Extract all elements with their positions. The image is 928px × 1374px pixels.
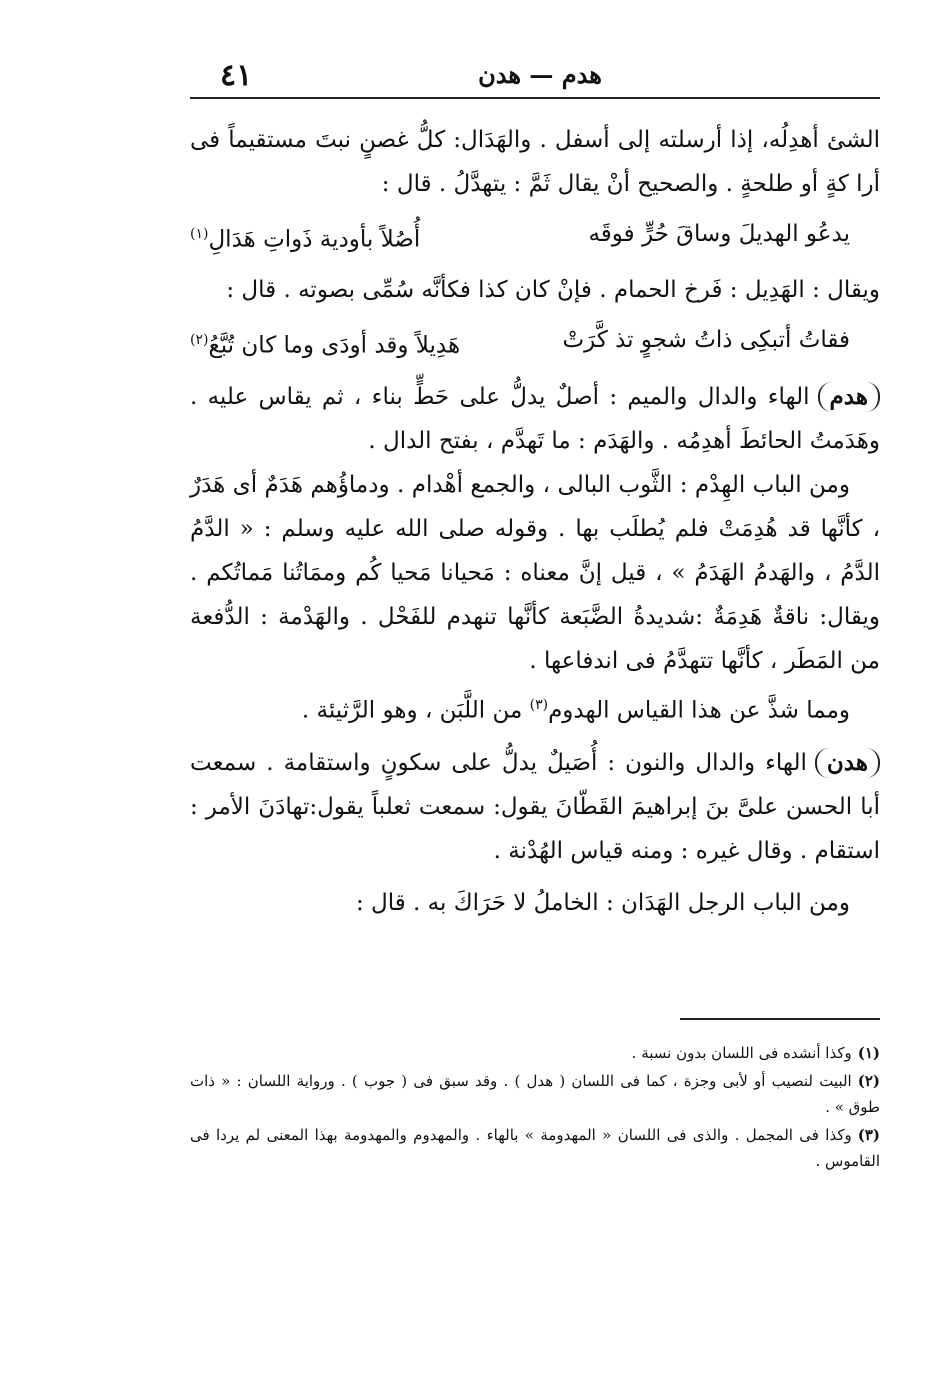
verse-1-first-hemistich: يدعُو الهديلَ وساقَ حُرٍّ فوقَه — [588, 221, 850, 247]
entry-hadana — [190, 741, 880, 873]
verse-2-second-hemistich-text: هَدِيلاً وقد أودَى وما كان تُبَّعُ — [208, 332, 461, 359]
entry-headword-hadana: هدن — [815, 748, 880, 778]
footnote-3 — [190, 1122, 880, 1174]
footnote-1-label: (١) — [857, 1044, 880, 1062]
page-number: ٤١ — [220, 58, 253, 93]
paragraph-4-end: من اللَّبَن ، وهو الرَّثيئة . — [301, 697, 523, 724]
footnote-2-label: (٢) — [857, 1072, 880, 1090]
entry-hadama-text: الهاء والدال والميم : أصلٌ يدلُّ على حَطٍّ بناء ، ثم يقاس عليه . وهَدَمتُ الحائطَ أهدِمُه . والهَدَم : ما تَهدَّم ، بفتح الدال . — [190, 384, 880, 455]
paragraph-2: ويقال : الهَدِيل : فَرخ الحمام . فإنْ كان كذا فكأنَّه سُمِّى بصوته . قال : — [226, 276, 880, 303]
header-rule — [190, 97, 880, 99]
entry-hadama — [190, 375, 880, 463]
footnote-3-label: (٣) — [857, 1126, 880, 1144]
running-head: هدم — هدن — [478, 60, 602, 89]
paragraph-5: ومن الباب الرجل الهَدَان : الخاملُ لا حَرَاكَ به . قال : — [355, 889, 850, 916]
verse-1-second-hemistich-text: أُصُلاً بأودية ذَواتِ هَدَالِ — [208, 226, 421, 253]
entry-headword-hadama: هدم — [818, 382, 880, 412]
verse-2-second-hemistich — [190, 318, 460, 368]
paragraph-4 — [190, 683, 880, 733]
verse-2-first-hemistich: فقاتُ أتبكِى ذاتُ شجوٍ تذ كَّرَتْ — [562, 326, 850, 353]
footnote-1 — [190, 1040, 880, 1066]
footnote-rule — [680, 1018, 880, 1020]
paragraph-3: ومن الباب الهِدْم : الثَّوب البالى ، والجمع أهْدام . ودماؤُهم هَدَمٌ أى هَدَرٌ ، كأنَّها قد هُدِمَتْ فلم يُطلَب بها . وقوله صلى الله عليه وسلم : « الدَّمُ الدَّمُ ، والهَدمُ الهَدَمُ » ، قيل إنَّ معناه : مَحيانا مَحيا كُم وممَاتُنا مَماتُكم . ويقال: ناقةٌ هَدِمَةٌ :شديدةُ الضَّبَعة كأنَّها تنهدم للفَحْل . والهَدْمة : الدُّفعة من المَطَر ، كأنَّها تتهدَّمُ فى اندفاعها . — [190, 472, 880, 675]
paragraph-4-text: ومما شذَّ عن هذا القياس الهدوم — [548, 697, 850, 724]
footnote-ref-3: (٣) — [529, 697, 549, 714]
footnote-ref-2: (٢) — [190, 331, 209, 348]
verse-1 — [190, 212, 880, 262]
entry-hadana-text: الهاء والدال والنون : أُصَيلٌ يدلُّ على سكونٍ واستقامة . سمعت أبا الحسن علىَّ بنَ إبراهيمَ القَطّانَ يقول: سمعت ثعلباً يقول:تهادَنَ الأمر : استقام . وقال غيره : ومنه قياس الهُدْنة . — [190, 749, 880, 864]
verse-2 — [190, 318, 880, 368]
footnotes — [190, 1040, 880, 1176]
footnote-2 — [190, 1068, 880, 1120]
verse-1-second-hemistich — [190, 212, 420, 262]
footnote-3-text: وكذا فى المجمل . والذى فى اللسان « المهدومة » بالهاء . والمهدوم والمهدومة بهذا المعنى لم يردا فى القاموس . — [190, 1126, 880, 1170]
footnote-1-text: وكذا أنشده فى اللسان بدون نسبة . — [631, 1044, 852, 1062]
main-text — [190, 118, 880, 925]
footnote-2-text: البيت لنصيب أو لأبى وجزة ، كما فى اللسان ( هدل ) . وقد سبق فى ( جوب ) . ورواية اللسان : « ذات طوق » . — [190, 1072, 880, 1116]
footnote-ref-1: (١) — [190, 226, 209, 242]
page-header — [190, 58, 880, 98]
paragraph-1: الشئ أهدِلُه، إذا أرسلته إلى أسفل . والهَدَال: كلُّ غصنٍ نبتَ مستقيماً فى أرا كةٍ أو طلحةٍ . والصحيح أنْ يقال ثَمَّ : يتهدَّلُ . قال : — [190, 127, 880, 197]
